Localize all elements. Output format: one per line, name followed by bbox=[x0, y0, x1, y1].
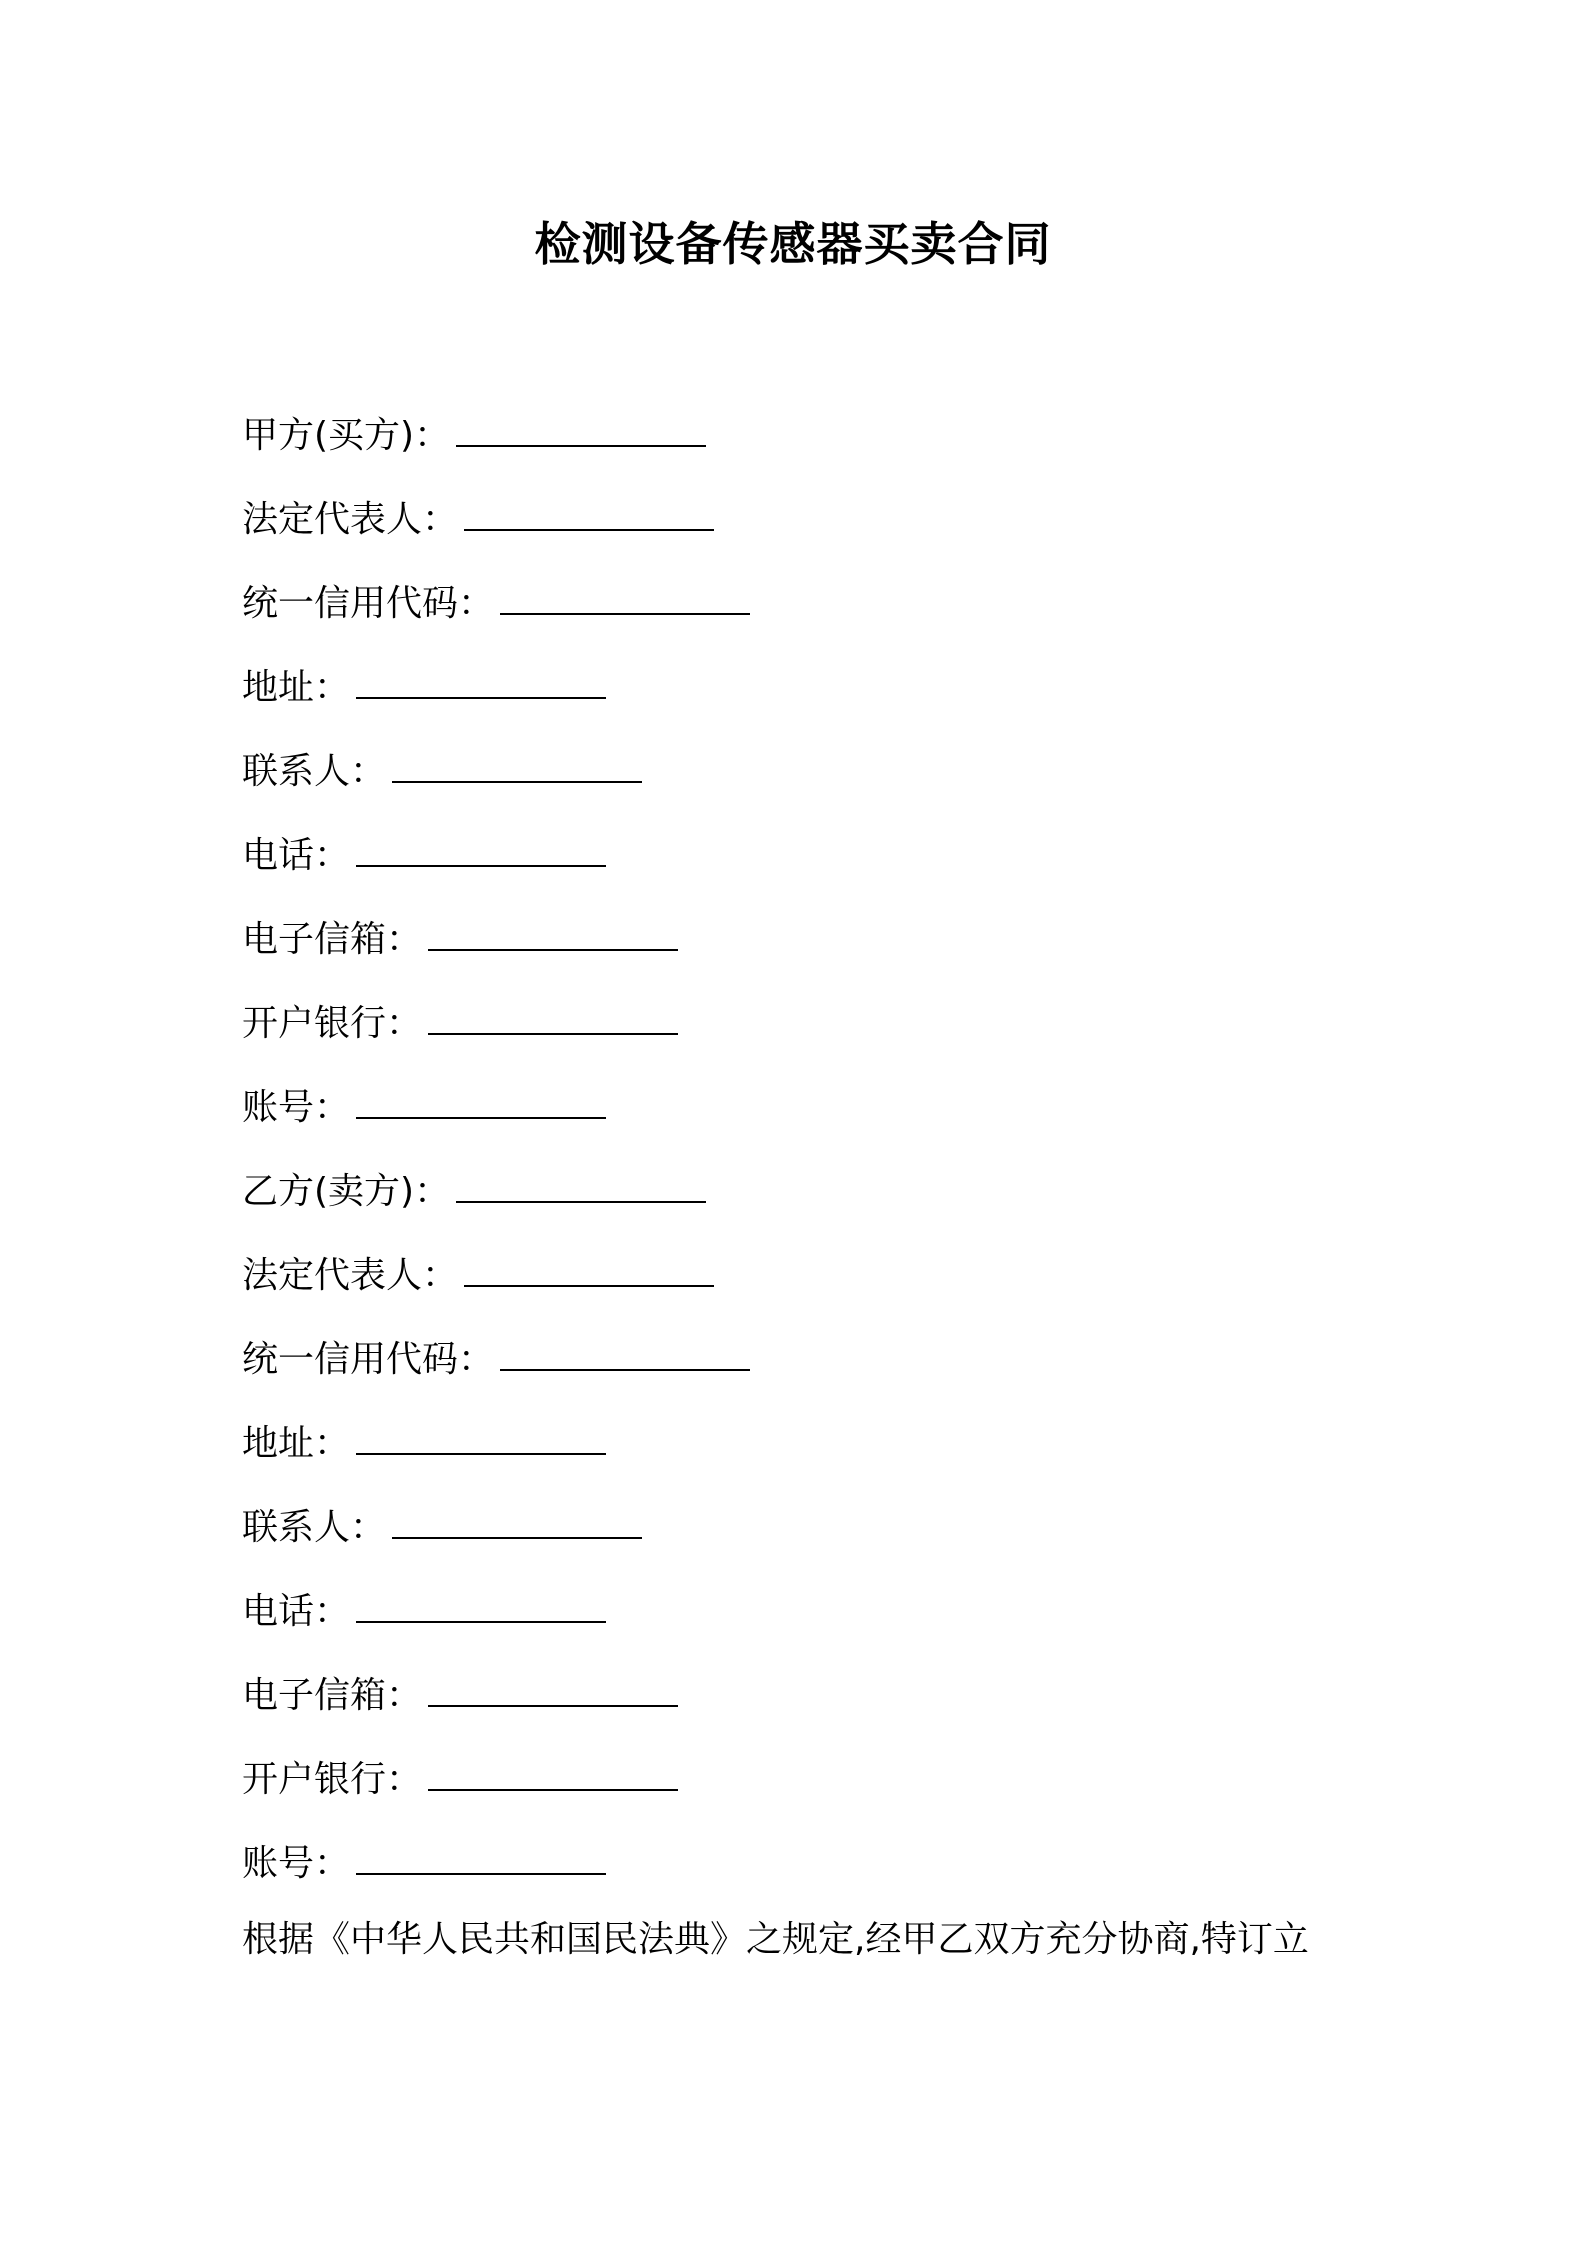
fill-in-blank bbox=[392, 1497, 642, 1539]
field-seller-account bbox=[242, 1833, 1442, 1917]
field-label: 统一信用代码： bbox=[242, 583, 495, 624]
fill-in-blank bbox=[356, 1833, 606, 1875]
field-label: 甲方(买方)： bbox=[242, 415, 451, 456]
field-buyer-contact bbox=[242, 741, 1442, 825]
fill-in-blank bbox=[500, 1329, 750, 1371]
fill-in-blank bbox=[356, 1581, 606, 1623]
contract-preamble: 根据《中华人民共和国民法典》之规定,经甲乙双方充分协商,特订立 bbox=[242, 1919, 1309, 1960]
field-label: 电子信箱： bbox=[242, 1675, 423, 1716]
field-seller-phone bbox=[242, 1581, 1442, 1665]
field-seller-address bbox=[242, 1413, 1442, 1497]
field-seller-contact bbox=[242, 1497, 1442, 1581]
fill-in-blank bbox=[464, 489, 714, 531]
field-label: 乙方(卖方)： bbox=[242, 1171, 451, 1212]
fill-in-blank bbox=[428, 993, 678, 1035]
fill-in-blank bbox=[428, 1749, 678, 1791]
party-fields bbox=[242, 405, 1442, 1917]
field-buyer-bank bbox=[242, 993, 1442, 1077]
field-label: 法定代表人： bbox=[242, 1255, 459, 1296]
field-label: 联系人： bbox=[242, 751, 387, 792]
field-label: 电子信箱： bbox=[242, 919, 423, 960]
field-seller bbox=[242, 1161, 1442, 1245]
field-buyer-credit-code bbox=[242, 573, 1442, 657]
fill-in-blank bbox=[500, 573, 750, 615]
field-label: 开户银行： bbox=[242, 1003, 423, 1044]
field-label: 电话： bbox=[242, 835, 351, 876]
field-seller-email bbox=[242, 1665, 1442, 1749]
fill-in-blank bbox=[464, 1245, 714, 1287]
fill-in-blank bbox=[356, 657, 606, 699]
field-buyer-email bbox=[242, 909, 1442, 993]
field-label: 地址： bbox=[242, 1423, 351, 1464]
field-buyer-phone bbox=[242, 825, 1442, 909]
field-label: 电话： bbox=[242, 1591, 351, 1632]
fill-in-blank bbox=[456, 1161, 706, 1203]
fill-in-blank bbox=[356, 825, 606, 867]
field-buyer-account bbox=[242, 1077, 1442, 1161]
field-seller-credit-code bbox=[242, 1329, 1442, 1413]
fill-in-blank bbox=[392, 741, 642, 783]
field-label: 联系人： bbox=[242, 1507, 387, 1548]
field-buyer bbox=[242, 405, 1442, 489]
field-label: 统一信用代码： bbox=[242, 1339, 495, 1380]
fill-in-blank bbox=[428, 909, 678, 951]
field-label: 地址： bbox=[242, 667, 351, 708]
fill-in-blank bbox=[356, 1077, 606, 1119]
fill-in-blank bbox=[428, 1665, 678, 1707]
field-label: 法定代表人： bbox=[242, 499, 459, 540]
field-buyer-legal-rep bbox=[242, 489, 1442, 573]
field-buyer-address bbox=[242, 657, 1442, 741]
field-seller-legal-rep bbox=[242, 1245, 1442, 1329]
field-seller-bank bbox=[242, 1749, 1442, 1833]
fill-in-blank bbox=[456, 405, 706, 447]
field-label: 账号： bbox=[242, 1087, 351, 1128]
document-title: 检测设备传感器买卖合同 bbox=[534, 217, 1052, 271]
fill-in-blank bbox=[356, 1413, 606, 1455]
field-label: 账号： bbox=[242, 1843, 351, 1884]
field-label: 开户银行： bbox=[242, 1759, 423, 1800]
